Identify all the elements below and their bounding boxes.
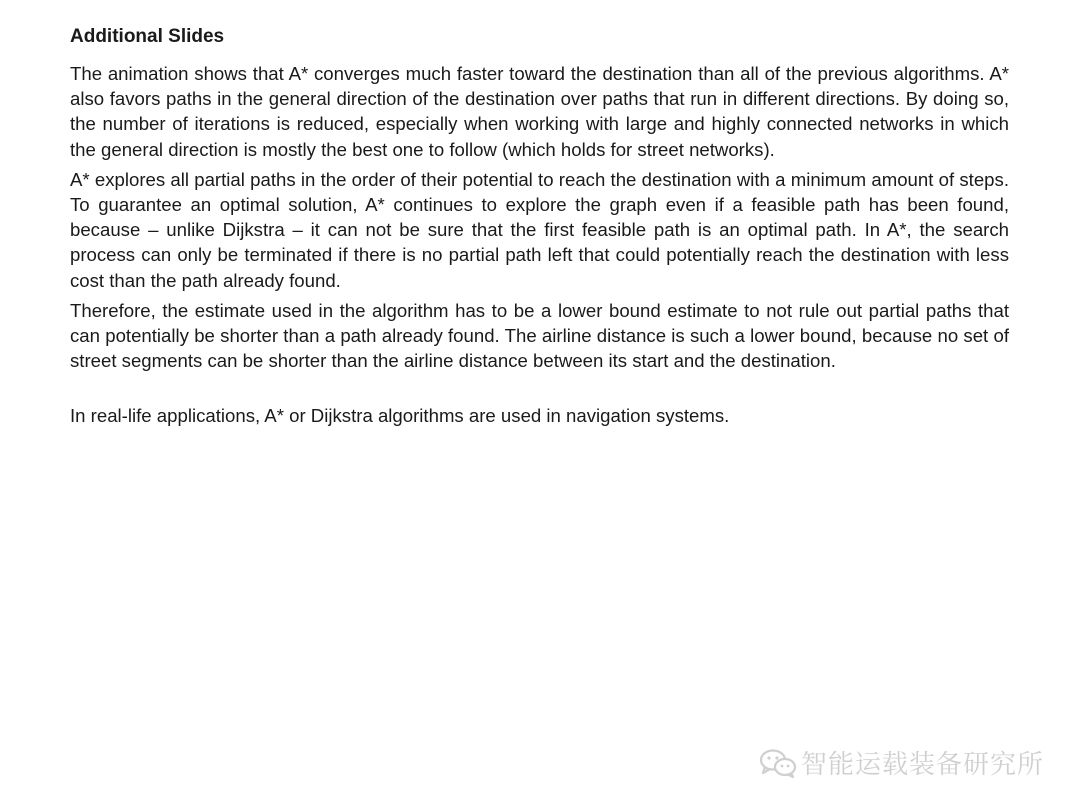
paragraph-lower-bound: Therefore, the estimate used in the algorithm has to be a lower bound estimate to not rule out partial paths that can potentially be shorter than a path already found. The airline distance is such a lower bound, because no set of street segments can be shorter than the airline distance between its start and the destination. [70, 299, 1009, 372]
paragraph-astar-convergence: The animation shows that A* converges much faster toward the destination than all of the previous algorithms. A* also favors paths in the general direction of the destination over paths that run in different directions. By doing so, the number of iterations is reduced, especially when working with large and highly connected networks in which the general direction is mostly the best one to follow (which holds for street networks). [70, 63, 1009, 160]
wechat-icon [759, 748, 797, 778]
slide-notes [70, 25, 1009, 434]
watermark [759, 744, 1044, 781]
watermark-text: 智能运载装备研究所 [800, 750, 1044, 780]
paragraph-astar-exploration: A* explores all partial paths in the order of their potential to reach the destination with a minimum amount of steps. To guarantee an optimal solution, A* continues to explore the graph even if a feasible path has been found, because – unlike Dijkstra – it can not be sure that the first feasible path is an optimal path. In A*, the search process can only be terminated if there is no partial path left that could potentially reach the destination with less cost than the path already found. [70, 168, 1009, 291]
page-title: Additional Slides [70, 26, 225, 47]
paragraph-real-life: In real-life applications, A* or Dijkstra algorithms are used in navigation systems. [70, 405, 730, 427]
